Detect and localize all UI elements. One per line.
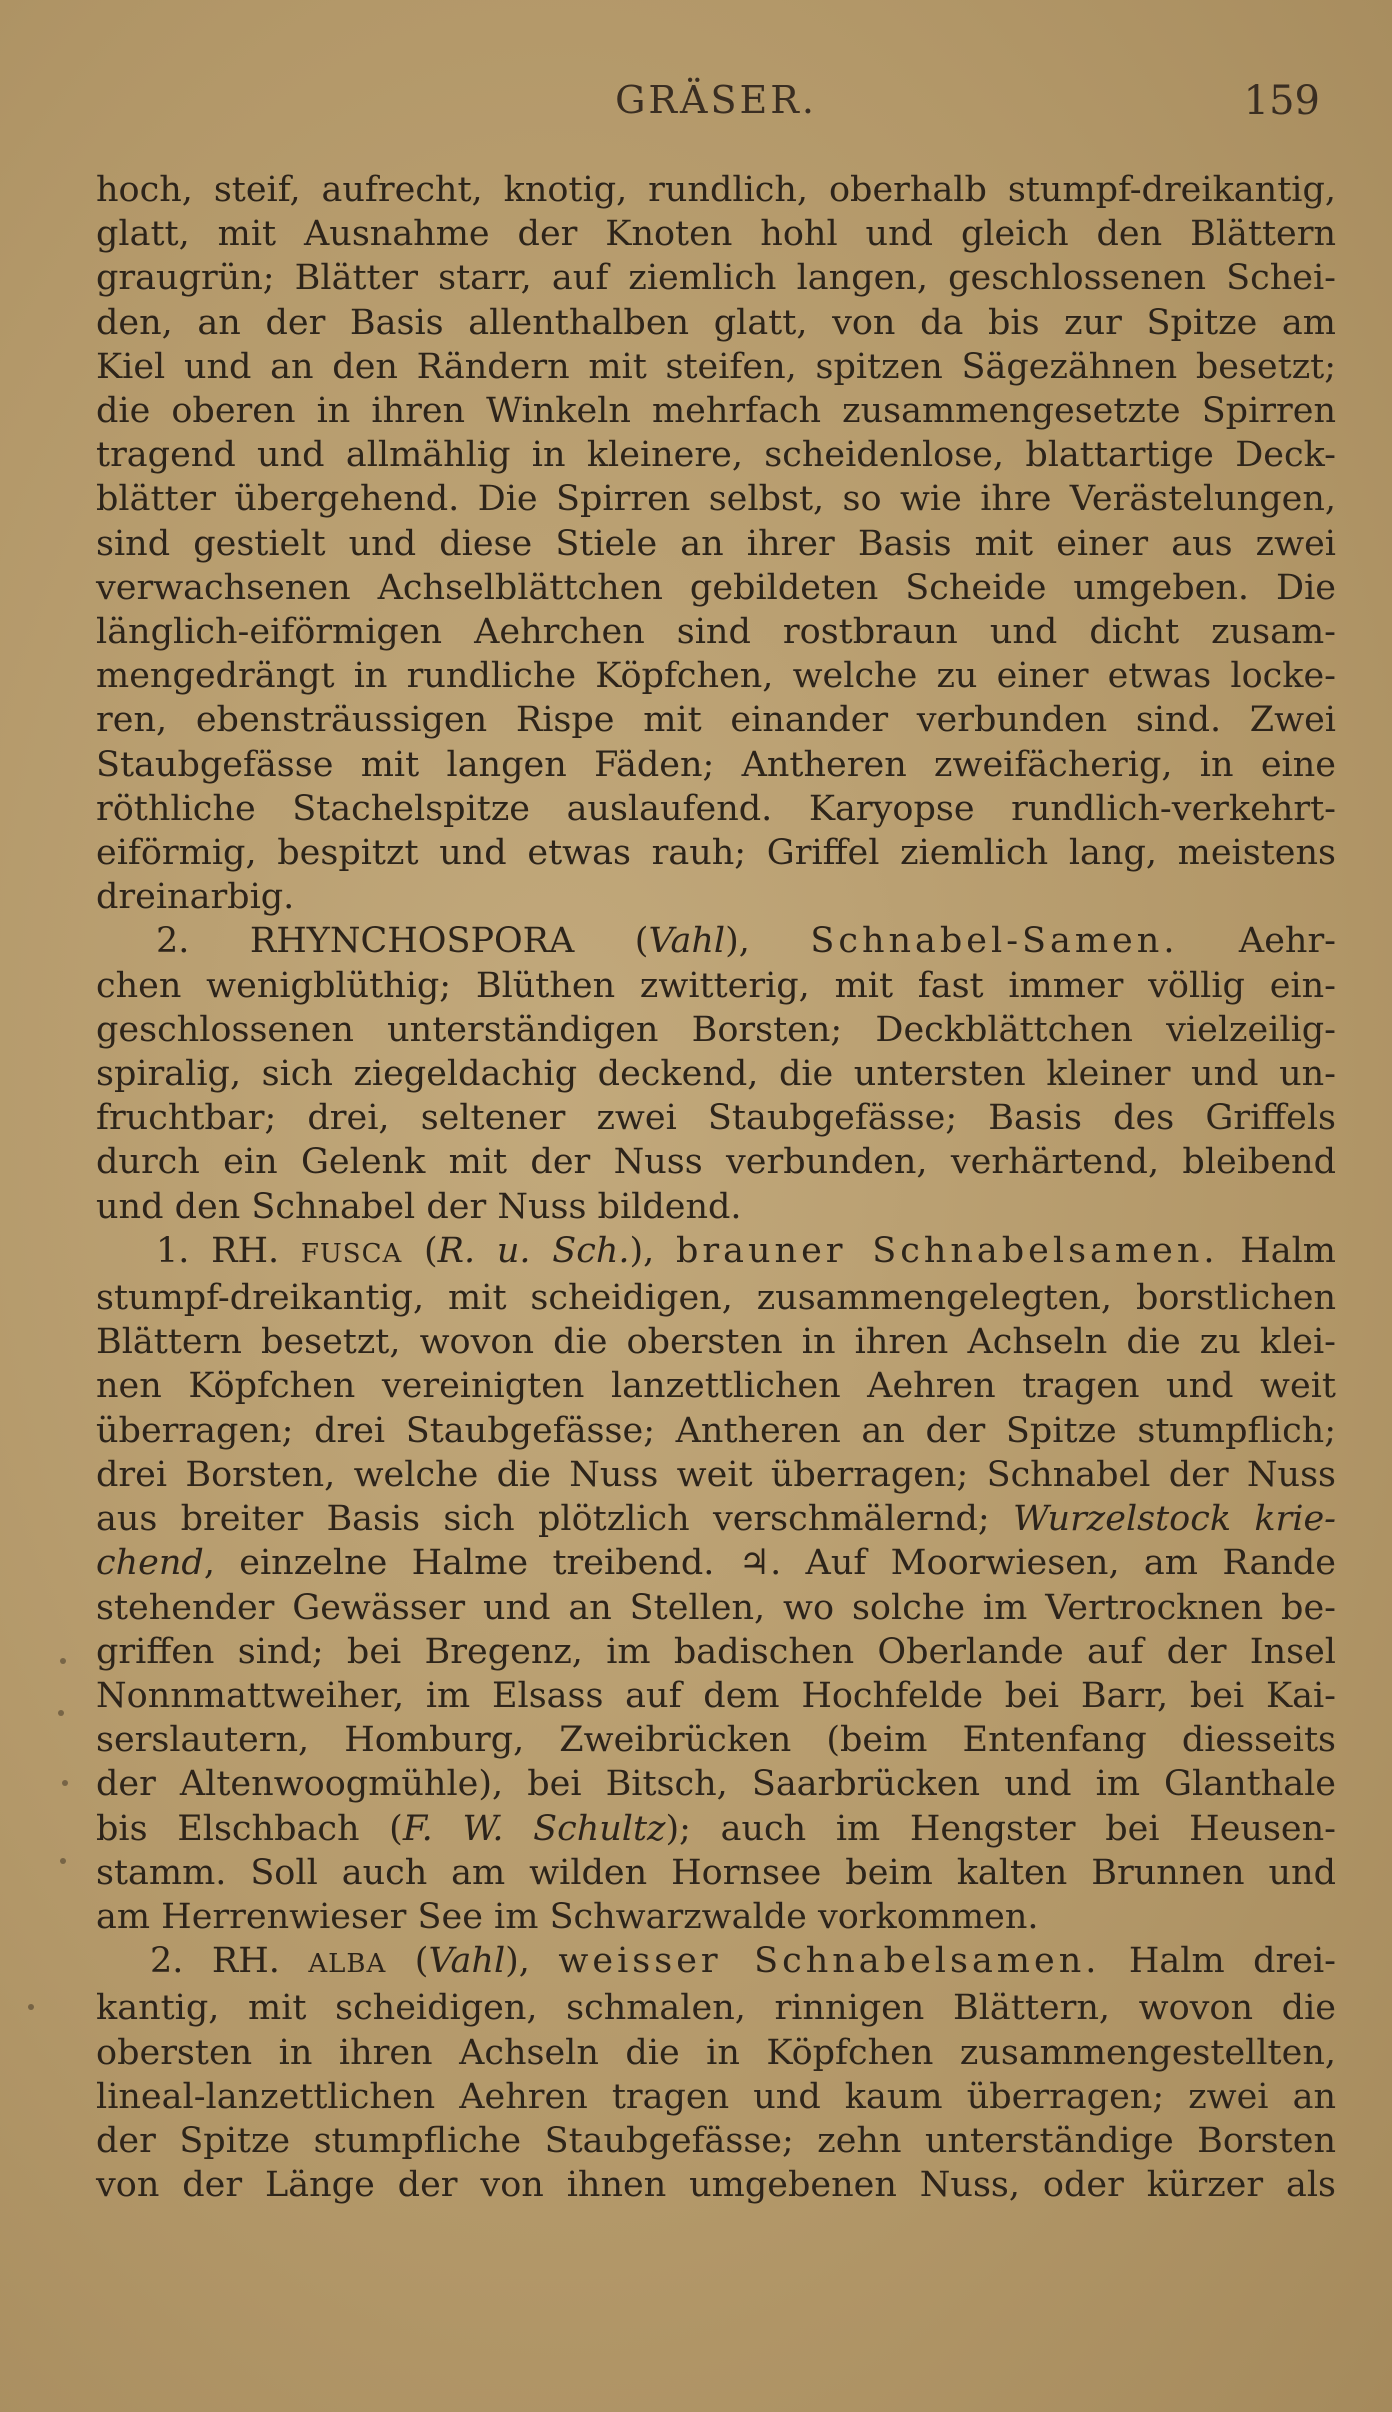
- text-line: graugrün; Blätter starr, auf ziemlich langen, geschlossenen Schei-: [96, 258, 1336, 299]
- text-line: und den Schnabel der Nuss bildend.: [96, 1186, 742, 1227]
- text-line: von der Länge der von ihnen umgebenen Nuss, oder kürzer als: [96, 2165, 1336, 2206]
- species-name: ALBA: [308, 1949, 387, 1980]
- text-line: am Herrenwieser See im Schwarzwalde vorkommen.: [96, 1896, 1039, 1937]
- text-line: mengedrängt in rundliche Köpfchen, welche zu einer etwas locke-: [96, 656, 1336, 697]
- rhizome-italic-cont: chend: [96, 1543, 204, 1584]
- text-line: durch ein Gelenk mit der Nuss verbunden, verhärtend, bleibend: [96, 1142, 1336, 1183]
- text-line: [96, 1807, 1336, 1851]
- text-line: griffen sind; bei Bregenz, im badischen Oberlande auf der Insel: [96, 1631, 1336, 1672]
- text-line: den, an der Basis allenthalben glatt, von da bis zur Spitze am: [96, 302, 1336, 343]
- species-common-name: brauner Schnabelsamen.: [676, 1230, 1219, 1271]
- text-line: röthliche Stachelspitze auslaufend. Karyopse rundlich-verkehrt-: [96, 788, 1336, 829]
- paper-speck: [28, 2004, 34, 2010]
- species-heading-line: [96, 1939, 1336, 1986]
- text-line: eiförmig, bespitzt und etwas rauh; Griffel ziemlich lang, meistens: [96, 833, 1336, 874]
- species-authority: Vahl: [428, 1941, 506, 1982]
- genus-common-name: Schnabel-Samen.: [810, 921, 1179, 962]
- species-number: 1. RH.: [156, 1230, 301, 1271]
- species-common-name: weisser Schnabelsamen.: [558, 1941, 1101, 1982]
- species-close: ),: [505, 1941, 559, 1982]
- species-heading-line: [96, 1229, 1336, 1276]
- text-line: sind gestielt und diese Stiele an ihrer Basis mit einer aus zwei: [96, 523, 1336, 564]
- species-open: (: [402, 1230, 438, 1271]
- genus-rest: Aehr-: [1178, 921, 1337, 962]
- text-line: glatt, mit Ausnahme der Knoten hohl und gleich den Blättern: [96, 214, 1336, 255]
- text-line: kantig, mit scheidigen, schmalen, rinnigen Blättern, wovon die: [96, 1988, 1336, 2029]
- text-line: stehender Gewässer und an Stellen, wo solche im Vertrocknen be-: [96, 1587, 1336, 1628]
- collector-name: F. W. Schultz: [402, 1808, 666, 1849]
- text-segment: ); auch im Hengster bei Heusen-: [665, 1808, 1337, 1849]
- genus-close: ),: [725, 921, 811, 962]
- page-number: 159: [1243, 78, 1320, 124]
- paper-speck: [58, 1710, 64, 1716]
- species-rest: Halm: [1218, 1230, 1336, 1271]
- text-line: der Spitze stumpfliche Staubgefässe; zehn unterständige Borsten: [96, 2120, 1336, 2161]
- species-authority: R. u. Sch.: [437, 1230, 630, 1271]
- text-line: Nonnmattweiher, im Elsass auf dem Hochfelde bei Barr, bei Kai-: [96, 1675, 1336, 1716]
- text-segment: aus breiter Basis sich plötzlich verschmälernd;: [96, 1499, 990, 1540]
- text-line: spiralig, sich ziegeldachig deckend, die untersten kleiner und un-: [96, 1054, 1336, 1095]
- species-rest: Halm drei-: [1100, 1941, 1337, 1982]
- text-line: verwachsenen Achselblättchen gebildeten Scheide umgeben. Die: [96, 567, 1336, 608]
- text-line: fruchtbar; drei, seltener zwei Staubgefässe; Basis des Griffels: [96, 1098, 1336, 1139]
- genus-authority: Vahl: [648, 921, 726, 962]
- text-line: Staubgefässe mit langen Fäden; Antheren zweifächerig, in eine: [96, 744, 1336, 785]
- text-line: Kiel und an den Rändern mit steifen, spitzen Sägezähnen besetzt;: [96, 346, 1336, 387]
- text-line: dreinarbig.: [96, 877, 295, 918]
- running-head: [96, 78, 1336, 138]
- text-line: nen Köpfchen vereinigten lanzettlichen Aehren tragen und weit: [96, 1366, 1336, 1407]
- genus-number: 2. RHYNCHOSPORA (: [156, 921, 649, 962]
- text-line: überragen; drei Staubgefässe; Antheren an der Spitze stumpflich;: [96, 1410, 1336, 1451]
- text-line: lineal-lanzettlichen Aehren tragen und kaum überragen; zwei an: [96, 2076, 1336, 2117]
- text-line: [96, 1497, 1336, 1541]
- paper-speck: [60, 1658, 66, 1664]
- rhizome-italic: Wurzelstock krie-: [1012, 1499, 1336, 1540]
- text-line: serslautern, Homburg, Zweibrücken (beim Entenfang diesseits: [96, 1720, 1336, 1761]
- text-segment: , einzelne Halme treibend. ♃. Auf Moorwiesen, am Rande: [203, 1543, 1336, 1584]
- species-number: 2. RH.: [150, 1941, 309, 1982]
- text-line: drei Borsten, welche die Nuss weit überragen; Schnabel der Nuss: [96, 1454, 1336, 1495]
- text-line: tragend und allmählig in kleinere, scheidenlose, blattartige Deck-: [96, 435, 1336, 476]
- paper-speck: [60, 1858, 66, 1864]
- text-line: [96, 1541, 1336, 1585]
- text-line: blätter übergehend. Die Spirren selbst, so wie ihre Verästelungen,: [96, 479, 1336, 520]
- species-close: ),: [629, 1230, 676, 1271]
- text-line: Blättern besetzt, wovon die obersten in ihren Achseln die zu klei-: [96, 1322, 1336, 1363]
- text-line: stumpf-dreikantig, mit scheidigen, zusammengelegten, borstlichen: [96, 1278, 1336, 1319]
- text-line: geschlossenen unterständigen Borsten; Deckblättchen vielzeilig-: [96, 1009, 1336, 1050]
- species-open: (: [386, 1941, 429, 1982]
- text-line: die oberen in ihren Winkeln mehrfach zusammengesetzte Spirren: [96, 391, 1336, 432]
- text-line: obersten in ihren Achseln die in Köpfchen zusammengestellten,: [96, 2032, 1336, 2073]
- page-header-title: GRÄSER.: [615, 78, 817, 122]
- text-line: hoch, steif, aufrecht, knotig, rundlich, oberhalb stumpf-dreikantig,: [96, 170, 1336, 210]
- body-text: [96, 168, 1336, 2207]
- text-line: länglich-eiförmigen Aehrchen sind rostbraun und dicht zusam-: [96, 612, 1336, 653]
- genus-heading-line: [96, 919, 1336, 963]
- text-segment: bis Elschbach (: [96, 1808, 403, 1849]
- text-line: ren, ebensträussigen Rispe mit einander verbunden sind. Zwei: [96, 700, 1336, 741]
- text-line: der Altenwoogmühle), bei Bitsch, Saarbrücken und im Glanthale: [96, 1764, 1336, 1805]
- text-line: stamm. Soll auch am wilden Hornsee beim kalten Brunnen und: [96, 1852, 1336, 1893]
- text-line: chen wenigblüthig; Blüthen zwitterig, mit fast immer völlig ein-: [96, 965, 1336, 1006]
- paper-speck: [62, 1780, 68, 1786]
- species-name: FUSCA: [300, 1238, 403, 1269]
